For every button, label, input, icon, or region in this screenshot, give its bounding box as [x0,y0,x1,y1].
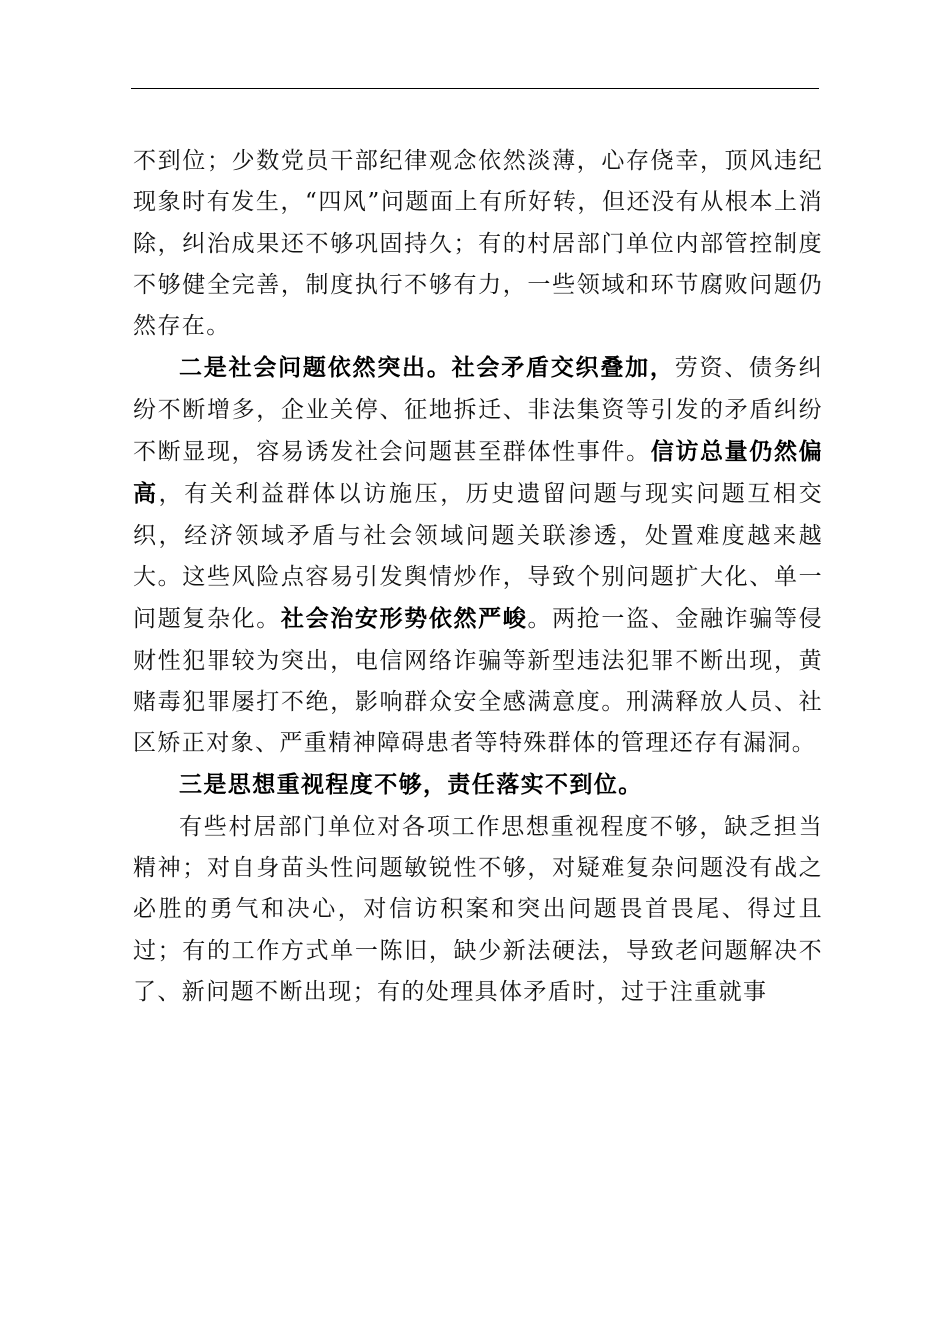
paragraph-text: 有些村居部门单位对各项工作思想重视程度不够，缺乏担当精神；对自身苗头性问题敏锐性不够，对疑难复杂问题没有战之必胜的勇气和决心，对信访积案和突出问题畏首畏尾、得过且过；有的工作方式单一陈旧，缺少新法硬法，导致老问题解决不了、新问题不断出现；有的处理具体矛盾时，过于注重就事 [133,813,823,1005]
paragraph-text: 。两抢一盗、金融诈骗等侵财性犯罪较为突出，电信网络诈骗等新型违法犯罪不断出现，黄赌毒犯罪屡打不绝，影响群众安全感满意度。刑满释放人员、社区矫正对象、严重精神障碍患者等特殊群体的管理还存有漏洞。 [133,606,824,757]
paragraph-continuation [133,141,823,347]
paragraph-text: ，有关利益群体以访施压，历史遗留问题与现实问题互相交织，经济领域矛盾与社会领域问题关联渗透，处置难度越来越大。这些风险点容易引发舆情炒作，导致个别问题扩大化、单一问题复杂化。 [133,481,823,633]
section-heading-text: 三是思想重视程度不够，责任落实不到位。 [179,771,643,799]
paragraph-text: 劳资、债务纠纷不断增多，企业关停、征地拆迁、非法集资等引发的矛盾纠纷不断显现，容易诱发社会问题甚至群体性事件。 [133,355,824,466]
section-heading-responsibility [133,764,823,806]
header-rule [131,88,819,89]
paragraph-text: 不到位；少数党员干部纪律观念依然淡薄，心存侥幸，顶风违纪现象时有发生，“四风”问题面上有所好转，但还没有从根本上消除，纠治成果还不够巩固持久；有的村居部门单位内部管控制度不够健全完善，制度执行不够有力，一些领域和环节腐败问题仍然存在。 [133,148,823,340]
bold-phrase-petitions: 信访总量仍然偏高 [133,438,823,508]
bold-phrase-public-security: 社会治安形势依然严峻 [280,605,528,633]
section-heading-social-issues: 二是社会问题依然突出。 [179,354,452,382]
bold-phrase-social-conflicts: 社会矛盾交织叠加， [451,354,675,382]
document-body [133,141,823,1013]
paragraph-responsibility [133,807,823,1013]
paragraph-social-issues [133,347,823,764]
